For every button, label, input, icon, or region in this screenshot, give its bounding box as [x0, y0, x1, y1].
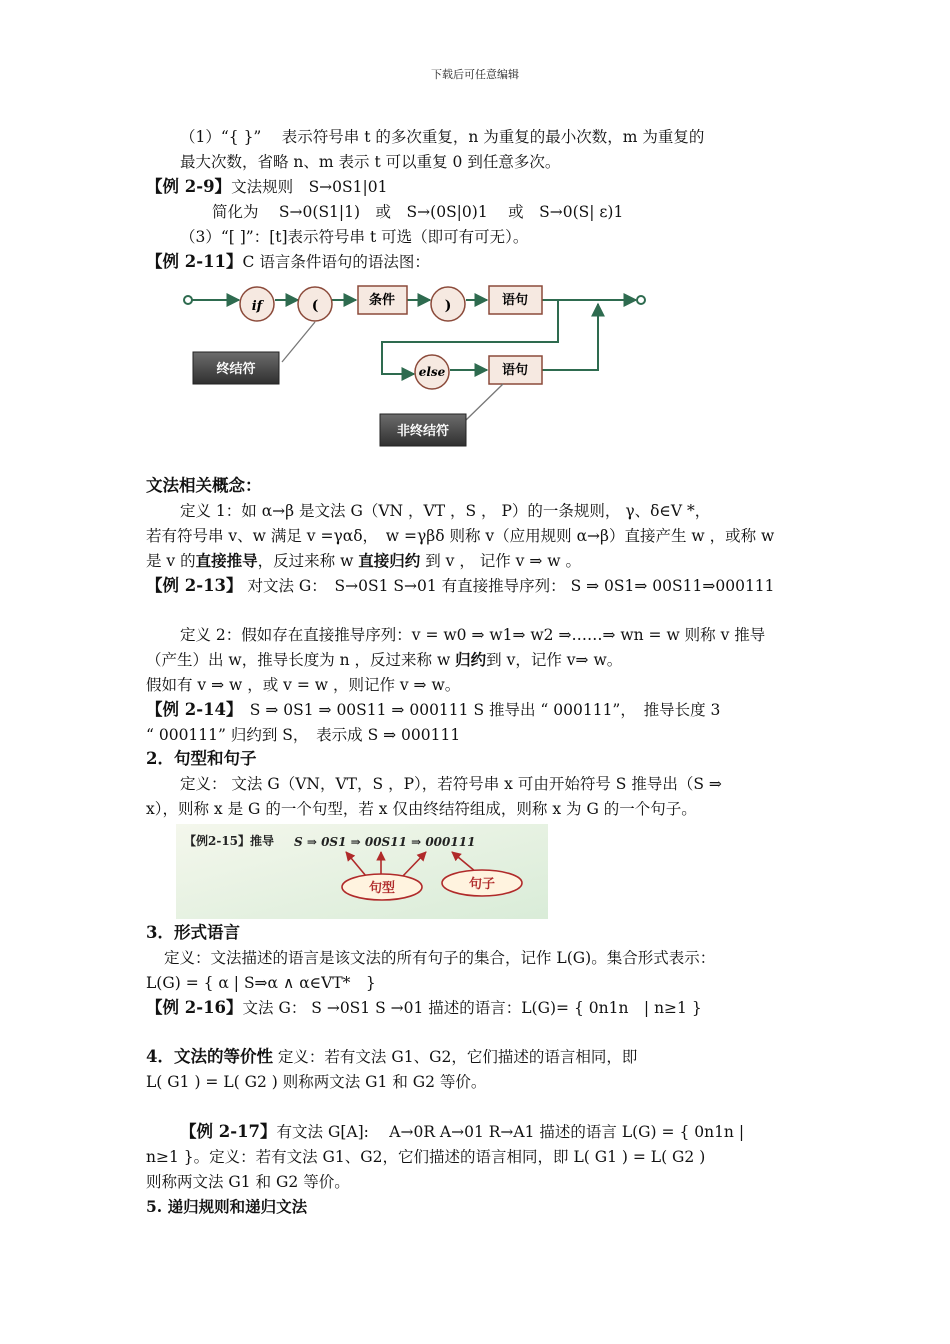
example-2-14: 【例 2-14】 S ⇒ 0S1 ⇒ 00S11 ⇒ 000111 S 推导出 “ 000111”， 推导长度 3: [146, 700, 721, 719]
example-2-16: 【例 2-16】文法 G： S →0S1 S →01 描述的语言：L(G)= { 0n1n | n≥1 }: [146, 998, 702, 1017]
text-line: 则称两文法 G1 和 G2 等价。: [146, 1173, 350, 1191]
text-line: （产生）出 w，推导长度为 n ，反过来称 w 归约到 v，记作 v⇒ w。: [146, 650, 623, 669]
text-line: L(G) = { α | S⇒α ∧ α∈VT* }: [146, 974, 376, 992]
syntax-diagram: [176, 280, 656, 450]
section-heading: 3．形式语言: [146, 923, 240, 942]
sentential-form-label: 句型: [368, 881, 396, 896]
statement-node: 语句: [501, 363, 529, 378]
text-line: （1）“{ }” 表示符号串 t 的多次重复，n 为重复的最小次数，m 为重复的: [180, 128, 705, 146]
if-keyword: if: [251, 299, 263, 314]
example-2-9: 【例 2-9】文法规则 S→0S1|01: [146, 177, 388, 196]
else-keyword: else: [418, 365, 446, 379]
example-2-13: 【例 2-13】 对文法 G： S→0S1 S→01 有直接推导序列： S ⇒ 0S1⇒ 00S11⇒000111: [146, 576, 775, 595]
text-line: 简化为 S→0(S1|1) 或 S→(0S|0)1 或 S→0(S| ε)1: [212, 203, 624, 221]
text-line: 定义 2：假如存在直接推导序列：v = w0 ⇒ w1⇒ w2 ⇒……⇒ wn = w 则称 v 推导: [180, 626, 766, 644]
text-line: 是 v 的直接推导，反过来称 w 直接归约 到 v ， 记作 v ⇒ w 。: [146, 551, 581, 570]
text-line: n≥1 }。定义：若有文法 G1、G2，它们描述的语言相同，即 L( G1 ) = L( G2 ): [146, 1148, 706, 1166]
text-line: x），则称 x 是 G 的一个句型，若 x 仅由终结符组成，则称 x 为 G 的一个句子。: [146, 800, 697, 818]
text-line: 若有符号串 v、w 满足 v =γαδ， w =γβδ 则称 v（应用规则 α→β）直接产生 w ，或称 w: [146, 527, 775, 545]
page-header: 下载后可任意编辑: [431, 68, 519, 81]
statement-node: 语句: [501, 293, 529, 308]
text-line: 定义 1：如 α→β 是文法 G（VN ，VT ，S ， P）的一条规则， γ、δ∈V *，: [180, 502, 711, 520]
close-paren: ): [444, 298, 452, 314]
example-2-17: 【例 2-17】有文法 G[A]: A→0R A→01 R→A1 描述的语言 L(G) = { 0n1n |: [180, 1122, 745, 1141]
nonterminal-label: 非终结符: [396, 424, 450, 439]
text-line: （3）“[ ]”：[t]表示符号串 t 可选（即可有可无）。: [180, 228, 529, 246]
section-heading: 5. 递归规则和递归文法: [146, 1197, 308, 1216]
sentence-label: 句子: [468, 877, 496, 892]
text-line: 假如有 v ⇒ w ，或 v = w ，则记作 v ⇒ w。: [146, 676, 461, 694]
section-heading: 文法相关概念：: [146, 476, 262, 495]
text-line: 最大次数，省略 n、m 表示 t 可以重复 0 到任意多次。: [180, 153, 561, 171]
figure-title: 【例2-15】推导: [184, 834, 275, 848]
text-line: 定义： 文法 G（VN，VT，S ，P），若符号串 x 可由开始符号 S 推导出（S ⇒: [180, 775, 722, 793]
section-heading: 4．文法的等价性 定义：若有文法 G1、G2，它们描述的语言相同，即: [146, 1047, 638, 1066]
derivation-figure: [176, 824, 548, 919]
condition-node: 条件: [368, 293, 396, 308]
section-heading: 2．句型和句子: [146, 749, 257, 768]
example-2-11: 【例 2-11】C 语言条件语句的语法图：: [146, 252, 430, 271]
text-line: L( G1 ) = L( G2 ) 则称两文法 G1 和 G2 等价。: [146, 1073, 487, 1091]
derivation-text: S ⇒ 0S1 ⇒ 00S11 ⇒ 000111: [294, 835, 476, 849]
text-line: “ 000111” 归约到 S， 表示成 S ⇒ 000111: [146, 726, 461, 744]
open-paren: (: [311, 298, 319, 314]
text-line: 定义：文法描述的语言是该文法的所有句子的集合，记作 L(G)。集合形式表示：: [164, 949, 716, 967]
terminal-label: 终结符: [216, 362, 256, 377]
